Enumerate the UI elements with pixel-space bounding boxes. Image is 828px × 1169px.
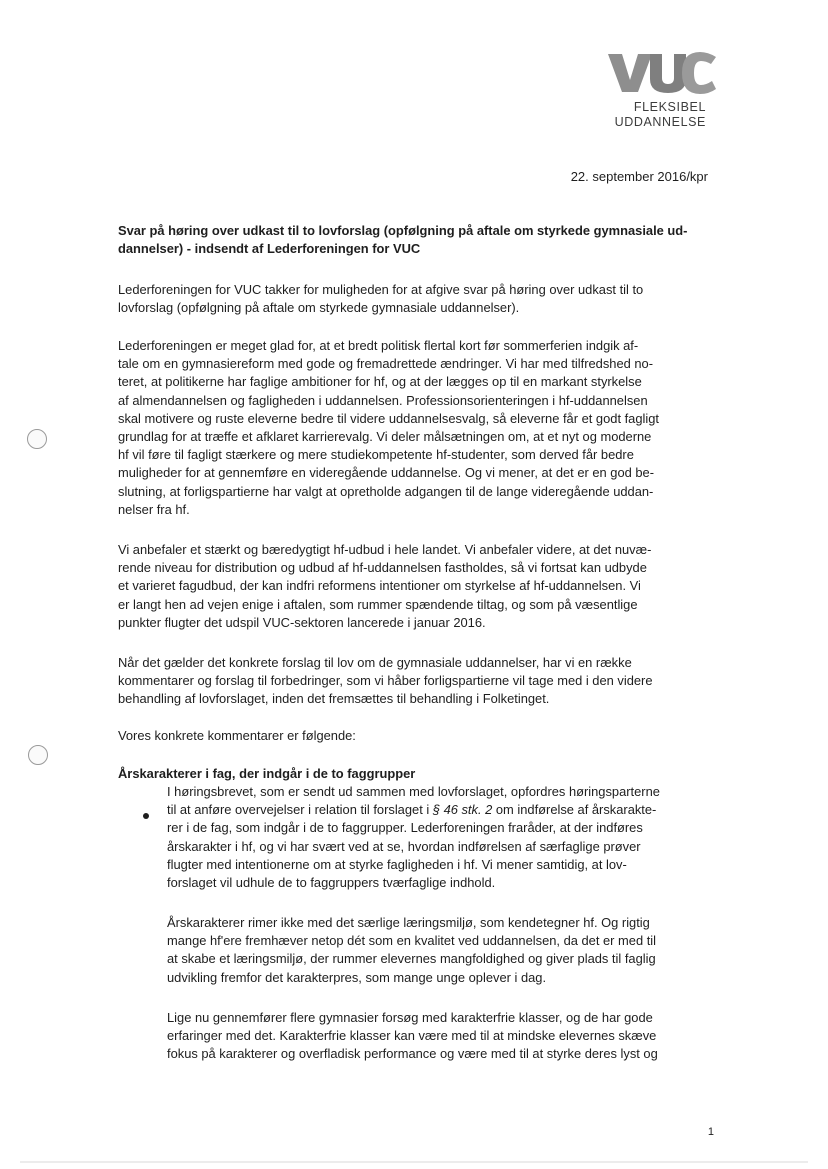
paragraph-line: et varieret fagudbud, der kan indfri reformens intentioner om styrkelse af hf-uddannelsen. Vi: [118, 578, 641, 594]
page-bottom-edge: [20, 1161, 808, 1163]
paragraph-line: hf vil føre til fagligt stærkere og mere studiekompetente hf-studenter, som derved får bedre: [118, 447, 634, 463]
paragraph-line: erfaringer med det. Karakterfrie klasser kan være med til at mindske elevernes skæve: [167, 1028, 657, 1044]
punch-hole-icon: [27, 429, 47, 449]
paragraph-line: udvikling fremfor det karakterpres, som mange unge oplever i dag.: [167, 969, 547, 985]
paragraph-line: nelser fra hf.: [118, 501, 190, 517]
paragraph-line: at skabe et læringsmiljø, der rummer elevernes mangfoldighed og giver plads til faglig: [167, 951, 656, 967]
document-date: 22. september 2016/kpr: [570, 169, 708, 184]
paragraph-line: punkter flugter det udspil VUC-sektoren lancerede i januar 2016.: [118, 614, 486, 630]
bullet-line: årskarakter i hf, og vi har svært ved at se, hvordan indførelsen af særfaglige prøver: [167, 838, 641, 854]
paragraph-line: grundlag for at træffe et afklaret karrierevalg. Vi deler målsætningen om, at et nyt og moderne: [118, 429, 652, 445]
bullet-line: rer i de fag, som indgår i de to faggrupper. Lederforeningen fraråder, at der indføres: [167, 820, 643, 836]
bullet-paragraph-grades: [167, 914, 712, 987]
bullet-line: I høringsbrevet, som er sendt ud sammen med lovforslaget, opfordres høringsparterne: [167, 784, 660, 799]
paragraph-line: slutning, at forligspartierne har valgt at opretholde adgangen til de lange videregående uddan-: [118, 483, 654, 499]
paragraph-reform: [118, 337, 712, 519]
paragraph-intro: [118, 281, 712, 317]
paragraph-line: lovforslag (opfølgning på aftale om styrkede gymnasiale uddannelser).: [118, 300, 520, 316]
paragraph-line: muligheder for at gennemføre en videregående uddannelse. Og vi mener, at det er en god be-: [118, 465, 655, 481]
bullet-line-text: om indførelse af årskarakte-: [492, 802, 657, 818]
paragraph-line: Årskarakterer rimer ikke med det særlige læringsmiljø, som kendetegner hf. Og rigtig: [167, 915, 650, 930]
paragraph-proposal: [118, 654, 712, 709]
logo-tagline-line-1: FLEKSIBEL: [633, 100, 706, 114]
logo-tagline-line-2: UDDANNELSE: [614, 115, 706, 129]
paragraph-line: Når det gælder det konkrete forslag til lov om de gymnasiale uddannelser, har vi en række: [118, 655, 632, 670]
paragraph-line: tale om en gymnasiereform med gode og fremadrettede ændringer. Vi har med tilfredshed no-: [118, 356, 654, 372]
vuc-logo: [606, 48, 718, 134]
paragraph-line: behandling af lovforslaget, inden det fremsættes til behandling i Folketinget.: [118, 691, 550, 707]
paragraph-line: skal motivere og ruste eleverne bedre til videre uddannelsesvalg, så eleverne får et godt fagligt: [118, 410, 660, 426]
paragraph-line: er langt hen ad vejen enige i aftalen, som rummer spændende tiltag, og som på væsentlige: [118, 596, 638, 612]
bullet-line-text: til at anføre overvejelser i relation til forslaget i: [167, 802, 433, 818]
paragraph-line: Lige nu gennemfører flere gymnasier forsøg med karakterfrie klasser, og de har gode: [167, 1010, 653, 1025]
title-line: Svar på høring over udkast til to lovforslag (opfølgning på aftale om styrkede gymnasiale ud-: [118, 223, 688, 238]
paragraph-line: Vores konkrete kommentarer er følgende:: [118, 728, 356, 743]
bullet-line: [167, 801, 712, 819]
paragraph-line: teret, at politikerne har faglige ambitioner for hf, og at der lægges op til en markant styrkelse: [118, 374, 642, 390]
bullet-paragraph-grade-free: [167, 1009, 712, 1064]
page-number: 1: [707, 1126, 714, 1138]
punch-hole-icon: [28, 745, 48, 765]
section-heading-text: Årskarakterer i fag, der indgår i de to faggrupper: [118, 766, 416, 781]
paragraph-line: Vi anbefaler et stærkt og bæredygtigt hf-udbud i hele landet. Vi anbefaler videre, at det nuvæ-: [118, 542, 652, 557]
paragraph-line: kommentarer og forslag til forbedringer, som vi håber forligspartierne vil tage med i den videre: [118, 673, 653, 689]
paragraph-line: af almendannelsen og fagligheden i uddannelsen. Professionsorienteringen i hf-uddannelsen: [118, 392, 648, 408]
paragraph-line: Lederforeningen er meget glad for, at et bredt politisk flertal kort før sommerferien indgik af-: [118, 338, 639, 353]
section-heading: [118, 765, 712, 783]
bullet-line: forslaget vil udhule de to faggruppers tværfaglige indhold.: [167, 875, 496, 891]
paragraph-line: rende niveau for distribution og udbud af hf-uddannelsen fastholdes, så vi fortsat kan udbyde: [118, 560, 647, 576]
law-reference: § 46 stk. 2: [432, 802, 493, 818]
bullet-icon: [143, 813, 149, 819]
paragraph-line: Lederforeningen for VUC takker for muligheden for at afgive svar på høring over udkast til to: [118, 282, 644, 297]
bullet-line: flugter med intentionerne om at styrke fagligheden i hf. Vi mener samtidig, at lov-: [167, 856, 627, 872]
document-title: [118, 222, 712, 258]
paragraph-line: fokus på karakterer og overfladisk performance og være med til at styrke deres lyst og: [167, 1046, 658, 1062]
bullet-item: [167, 783, 712, 892]
title-line: dannelser) - indsendt af Lederforeningen for VUC: [118, 241, 421, 257]
vuc-logo-mark-icon: [606, 48, 718, 98]
paragraph-comments-intro: [118, 727, 712, 745]
paragraph-recommendation: [118, 541, 712, 632]
paragraph-line: mange hf'ere fremhæver netop dét som en kvalitet ved uddannelsen, da det er med til: [167, 933, 657, 949]
